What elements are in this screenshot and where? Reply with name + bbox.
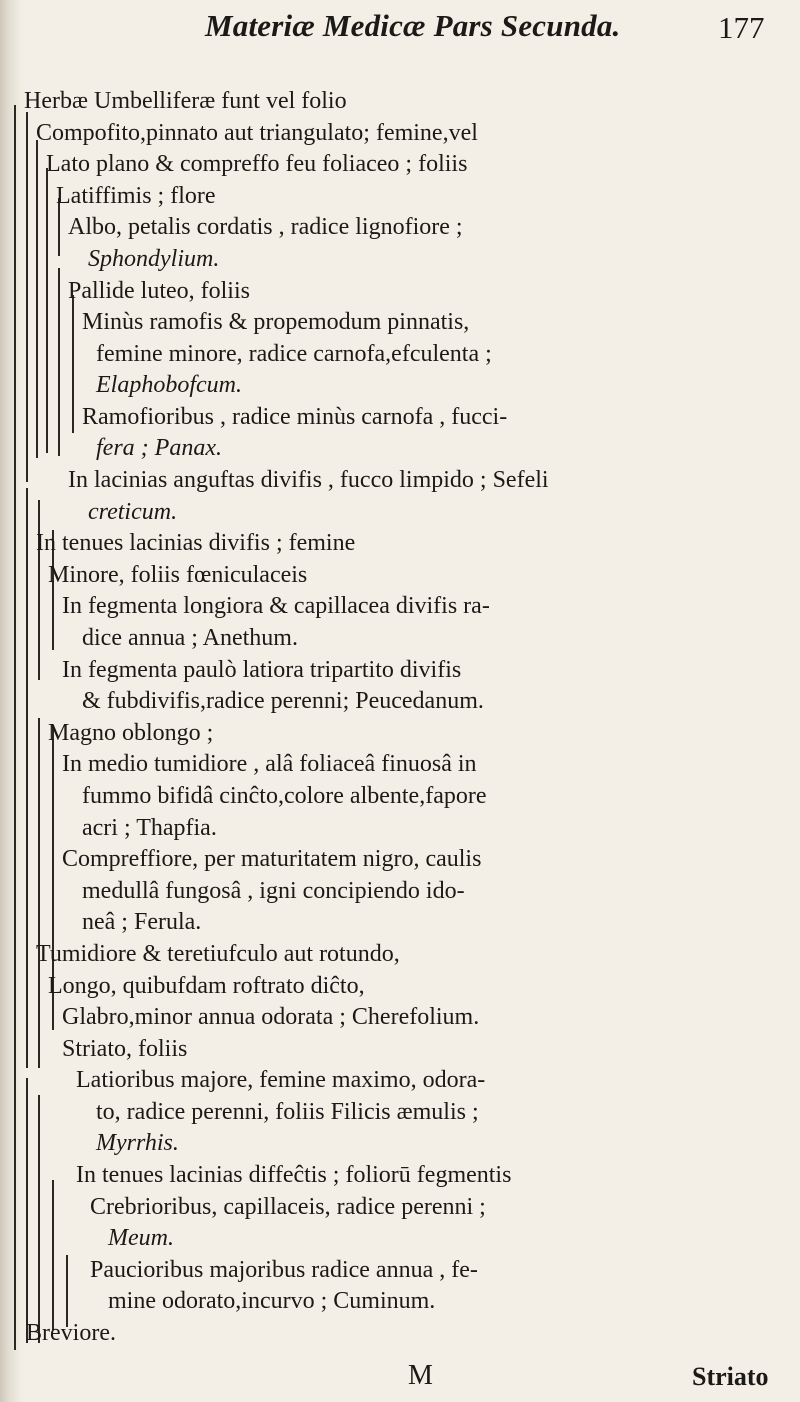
line-27: neâ ; Ferula.	[82, 909, 202, 935]
line-35: In tenues lacinias diffeĉtis ; foliorū fegmentis	[76, 1162, 512, 1188]
line-1: Herbæ Umbelliferæ funt vel folio	[24, 88, 347, 114]
brace-longo	[38, 1095, 40, 1343]
brace-pallide	[58, 268, 60, 456]
brace-tumidiore	[26, 1078, 28, 1343]
line-26: medullâ fungosâ , igni concipiendo ido-	[82, 878, 465, 904]
signature-mark: M	[408, 1360, 433, 1391]
line-7: Pallide luteo, foliis	[68, 278, 250, 304]
line-21: Magno oblongo ;	[48, 720, 214, 746]
line-3: Lato plano & compreffo feu foliaceo ; foliis	[46, 151, 468, 177]
line-31: Striato, foliis	[62, 1036, 188, 1062]
brace-compofito	[26, 112, 28, 482]
line-33: to, radice perenni, foliis Filicis æmulis ;	[96, 1099, 479, 1125]
brace-lato	[36, 140, 38, 458]
line-4: Latiffimis ; flore	[56, 183, 216, 209]
line-34	[96, 1130, 179, 1156]
line-40: Breviore.	[26, 1320, 116, 1346]
line-6	[88, 246, 219, 272]
line-36: Crebrioribus, capillaceis, radice perenni ;	[90, 1194, 486, 1220]
line-23: fummo bifidâ cinĉto,colore albente,fapore	[82, 783, 487, 809]
line-18: dice annua ; Anethum.	[82, 625, 298, 651]
brace-main	[14, 105, 16, 1350]
line-22: In medio tumidiore , alâ foliaceâ finuosâ in	[62, 751, 477, 777]
brace-crebrioribus	[66, 1255, 68, 1327]
plant-name: Elaphobofcum.	[96, 372, 242, 398]
catchword: Striato	[692, 1362, 769, 1391]
plant-name: creticum.	[88, 499, 178, 525]
line-17: In fegmenta longiora & capillacea divifis ra-	[62, 593, 490, 619]
line-25: Compreffiore, per maturitatem nigro, caulis	[62, 846, 482, 872]
line-5: Albo, petalis cordatis , radice lignofiore ;	[68, 214, 463, 240]
line-12	[96, 435, 222, 461]
page-gutter	[0, 0, 22, 1402]
brace-latiffimis	[46, 168, 48, 453]
line-20: & fubdivifis,radice perenni; Peucedanum.	[82, 688, 484, 714]
line-28: Tumidiore & teretiufculo aut rotundo,	[36, 941, 400, 967]
line-24: acri ; Thapfia.	[82, 815, 217, 841]
plant-name: fera ; Panax.	[96, 435, 222, 461]
line-30: Glabro,minor annua odorata ; Cherefolium.	[62, 1004, 480, 1030]
line-15: In tenues lacinias divifis ; femine	[36, 530, 356, 556]
line-10	[96, 372, 242, 398]
brace-minore	[38, 500, 40, 680]
line-9: femine minore, radice carnofa,efculenta ;	[96, 341, 492, 367]
line-2: Compofito,pinnato aut triangulato; femine,vel	[36, 120, 478, 146]
plant-name: Sphondylium.	[88, 246, 220, 272]
line-38: Paucioribus majoribus radice annua , fe-	[90, 1257, 478, 1283]
line-19: In fegmenta paulò latiora tripartito divifis	[62, 657, 462, 683]
running-head: Materiæ Medicæ Pars Secunda.	[205, 8, 621, 43]
line-39: mine odorato,incurvo ; Cuminum.	[108, 1288, 436, 1314]
line-13: In lacinias anguftas divifis , fucco limpido ; Sefeli	[68, 467, 549, 493]
brace-minus	[72, 295, 74, 433]
line-32: Latioribus majore, femine maximo, odora-	[76, 1067, 486, 1093]
brace-latioribus	[52, 1180, 54, 1330]
line-29: Longo, quibufdam roftrato diĉto,	[48, 973, 365, 999]
line-37	[108, 1225, 174, 1251]
brace-tenues	[26, 488, 28, 1068]
line-8: Minùs ramofis & propemodum pinnatis,	[82, 309, 470, 335]
line-11: Ramofioribus , radice minùs carnofa , fucci-	[82, 404, 508, 430]
line-16: Minore, foliis fœniculaceis	[48, 562, 308, 588]
plant-name: Myrrhis.	[96, 1130, 179, 1156]
line-14	[88, 499, 177, 525]
brace-magno	[38, 718, 40, 1068]
page-number: 177	[718, 10, 765, 45]
plant-name: Meum.	[108, 1225, 174, 1251]
